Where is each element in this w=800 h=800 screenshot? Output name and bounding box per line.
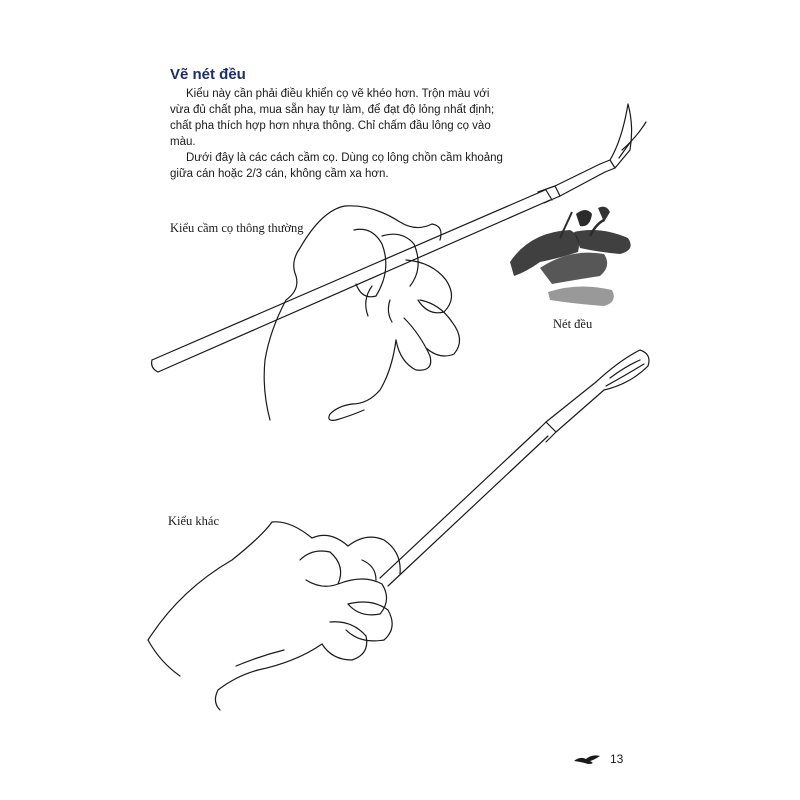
page-title: Vẽ nét đều [170, 66, 246, 83]
brush-2 [380, 350, 649, 586]
brush-bird-ornament-icon [572, 752, 604, 766]
caption-other-grip: Kiểu khác [168, 514, 220, 528]
caption-even-stroke: Nét đều [553, 317, 593, 331]
even-stroke-sample [510, 207, 631, 306]
hand-2 [148, 522, 400, 710]
paragraph-2: Dưới đây là các cách cầm cọ. Dùng cọ lông chồn cầm khoảng giữa cán hoặc 2/3 cán, không cầm xa hơn. [170, 152, 503, 180]
page-number: 13 [610, 752, 624, 766]
other-grip-illustration [148, 350, 649, 710]
paragraph-1: Kiểu này cần phải điều khiển cọ vẽ khéo hơn. Trộn màu với vừa đủ chất pha, mua sẵn hay tự làm, để đạt độ lỏng nhất định; chất pha thích hợp hơn nhựa thông. Chỉ chấm đầu lông cọ vào màu. [170, 88, 495, 148]
caption-normal-grip: Kiểu cầm cọ thông thường [170, 221, 304, 235]
